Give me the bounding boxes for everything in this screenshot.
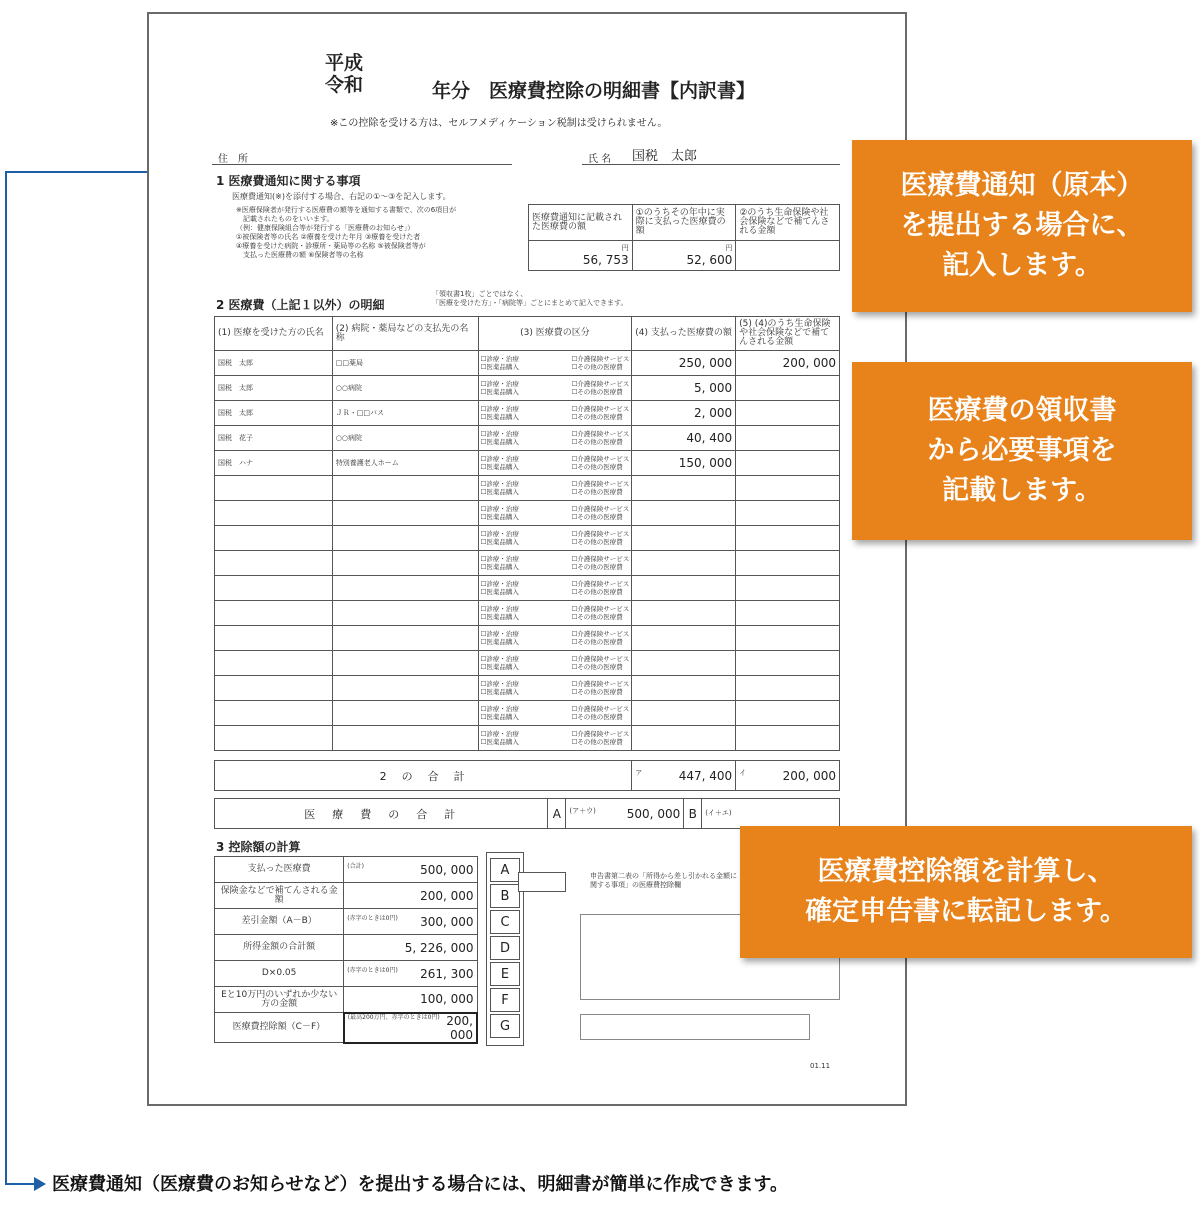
section1-title: 1 医療費通知に関する事項 — [216, 174, 361, 188]
category-cell — [478, 601, 632, 626]
amount-cell — [632, 601, 736, 626]
category-cell — [478, 526, 632, 551]
table-row — [215, 601, 840, 626]
notice-value-3 — [736, 241, 840, 271]
amount-text: 250, 000 — [678, 356, 733, 370]
header-amount: (4) 支払った医療費の額 — [632, 317, 736, 351]
payee-name-cell — [332, 401, 478, 426]
category-check[interactable]: ☐その他の医療費 — [571, 613, 623, 621]
payee-name-cell — [332, 601, 478, 626]
reimbursed-cell — [736, 576, 840, 601]
category-check[interactable]: ☐診療・治療 — [480, 730, 519, 738]
category-cell — [478, 576, 632, 601]
category-check[interactable]: ☐診療・治療 — [480, 405, 519, 413]
category-check[interactable]: ☐診療・治療 — [480, 655, 519, 663]
category-check[interactable]: ☐その他の医療費 — [571, 513, 623, 521]
amount-cell — [632, 626, 736, 651]
calc-label: 差引金額（A－B） — [215, 909, 344, 935]
category-cell — [478, 376, 632, 401]
header-reimbursed: (5) (4)のうち生命保険や社会保険などで補てんされる金額 — [736, 317, 840, 351]
calc-label: 保険金などで補てんされる金額 — [215, 883, 344, 909]
category-check[interactable]: ☐医薬品購入 — [480, 388, 519, 396]
header-category: (3) 医療費の区分 — [478, 317, 632, 351]
amount-cell — [632, 426, 736, 451]
table-row — [215, 426, 840, 451]
calc-value: (赤字のときは0円) 261, 300 — [344, 961, 477, 987]
calc-row — [215, 935, 478, 961]
patient-name-cell — [215, 351, 333, 376]
calc-value: (赤字のときは0円) 300, 000 — [344, 909, 477, 935]
category-check[interactable]: ☐医薬品購入 — [480, 438, 519, 446]
category-check[interactable]: ☐介護保険サービス — [571, 705, 630, 713]
category-check[interactable]: ☐その他の医療費 — [571, 588, 623, 596]
category-check[interactable]: ☐その他の医療費 — [571, 663, 623, 671]
amount-cell — [632, 376, 736, 401]
calc-label: 支払った医療費 — [215, 857, 344, 883]
category-check[interactable]: ☐その他の医療費 — [571, 638, 623, 646]
category-cell — [478, 726, 632, 751]
payee-name-cell — [332, 501, 478, 526]
notice-col-2: ①のうちその年中に実際に支払った医療費の額 — [632, 205, 736, 241]
category-check[interactable]: ☐その他の医療費 — [571, 363, 623, 371]
table-row — [215, 376, 840, 401]
calc-row — [215, 1013, 478, 1043]
patient-name-cell — [215, 501, 333, 526]
payee-name-text: □□薬局 — [335, 359, 364, 367]
category-cell — [478, 701, 632, 726]
category-check[interactable]: ☐その他の医療費 — [571, 713, 623, 721]
section2-total-label: 2 の 合 計 — [215, 761, 632, 791]
section1-desc: 医療費通知(※)を添付する場合、右記の①〜③を記入します。 — [232, 192, 451, 201]
category-check[interactable]: ☐その他の医療費 — [571, 463, 623, 471]
reimbursed-cell — [736, 701, 840, 726]
calc-row — [215, 961, 478, 987]
payee-name-cell — [332, 526, 478, 551]
calc-value: 5, 226, 000 — [344, 935, 477, 961]
callout-receipts: 医療費の領収書 から必要事項を 記載します。 — [852, 362, 1192, 540]
category-check[interactable]: ☐その他の医療費 — [571, 438, 623, 446]
patient-name-text: 国税 太郎 — [218, 409, 253, 417]
payee-name-cell — [332, 451, 478, 476]
category-check[interactable]: ☐医薬品購入 — [480, 638, 519, 646]
category-check[interactable]: ☐その他の医療費 — [571, 563, 623, 571]
payee-name-cell — [332, 576, 478, 601]
reimbursed-cell — [736, 426, 840, 451]
reimbursed-cell — [736, 401, 840, 426]
payee-name-text: 特別養護老人ホーム — [335, 459, 399, 467]
category-check[interactable]: ☐介護保険サービス — [571, 605, 630, 613]
table-row — [215, 401, 840, 426]
reimbursed-cell — [736, 376, 840, 401]
category-check[interactable]: ☐医薬品購入 — [480, 463, 519, 471]
reimbursed-cell — [736, 651, 840, 676]
patient-name-text: 国税 太郎 — [218, 384, 253, 392]
amount-text: 2, 000 — [693, 406, 733, 420]
calc-label: 医療費控除額（C－F） — [215, 1013, 344, 1043]
payee-name-cell — [332, 476, 478, 501]
section2-total-reimbursed: イ 200, 000 — [736, 761, 840, 791]
patient-name-cell — [215, 526, 333, 551]
category-check[interactable]: ☐介護保険サービス — [571, 730, 630, 738]
category-check[interactable]: ☐診療・治療 — [480, 605, 519, 613]
category-cell — [478, 676, 632, 701]
table-row — [215, 576, 840, 601]
table-row — [215, 651, 840, 676]
category-check[interactable]: ☐介護保険サービス — [571, 530, 630, 538]
category-check[interactable]: ☐医薬品購入 — [480, 588, 519, 596]
category-check[interactable]: ☐診療・治療 — [480, 555, 519, 563]
calc-letter: F — [490, 988, 520, 1012]
category-check[interactable]: ☐診療・治療 — [480, 580, 519, 588]
category-check[interactable]: ☐介護保険サービス — [571, 505, 630, 513]
reimbursed-cell — [736, 551, 840, 576]
amount-cell — [632, 526, 736, 551]
grand-total-label: 医 療 費 の 合 計 — [215, 799, 548, 829]
category-check[interactable]: ☐介護保険サービス — [571, 380, 630, 388]
note-line-b: 申告書第二表の「所得から差し引かれる金額に関する事項」の医療費控除欄 — [590, 872, 737, 889]
category-cell — [478, 501, 632, 526]
amount-cell — [632, 701, 736, 726]
amount-cell — [632, 476, 736, 501]
calc-value: 200, 000 — [344, 883, 477, 909]
category-check[interactable]: ☐介護保険サービス — [571, 555, 630, 563]
category-check[interactable]: ☐介護保険サービス — [571, 405, 630, 413]
section1-note: ※医療保険者が発行する医療費の額等を通知する書類で、次の6項目が 記載されたものをいいます。 （例：健康保険組合等が発行する「医療費のお知らせ」） ①被保険者等の氏名 ②療養を受けた年月 ③療養を受けた者 ④療養を受けた病院・診療所・薬局等の名称 ⑤被保険者等が 支払った医療費の額 ⑥保険者等の名称 — [236, 206, 457, 259]
patient-name-text: 国税 ハナ — [218, 459, 253, 467]
amount-text: 5, 000 — [693, 381, 733, 395]
payee-name-cell — [332, 726, 478, 751]
reimbursed-text: 200, 000 — [782, 356, 836, 370]
amount-cell — [632, 451, 736, 476]
category-check[interactable]: ☐その他の医療費 — [571, 388, 623, 396]
category-check[interactable]: ☐診療・治療 — [480, 705, 519, 713]
notice-table — [528, 204, 840, 271]
patient-name-cell — [215, 726, 333, 751]
table-row — [215, 501, 840, 526]
category-check[interactable]: ☐診療・治療 — [480, 355, 519, 363]
patient-name-cell — [215, 426, 333, 451]
expense-detail-table — [214, 316, 840, 751]
category-check[interactable]: ☐医薬品購入 — [480, 488, 519, 496]
amount-cell — [632, 401, 736, 426]
payee-name-cell — [332, 351, 478, 376]
table-row — [215, 676, 840, 701]
patient-name-cell — [215, 376, 333, 401]
category-cell — [478, 651, 632, 676]
category-check[interactable]: ☐その他の医療費 — [571, 738, 623, 746]
category-check[interactable]: ☐介護保険サービス — [571, 655, 630, 663]
amount-text: 40, 400 — [686, 431, 733, 445]
section2-desc: 「領収書1枚」ごとではなく、 「医療を受けた方」・「病院等」ごとにまとめて記入できます。 — [432, 290, 628, 307]
category-cell — [478, 626, 632, 651]
category-check[interactable]: ☐医薬品購入 — [480, 688, 519, 696]
address-label: 住 所 — [218, 154, 248, 165]
table-row — [215, 526, 840, 551]
form-title: 年分 医療費控除の明細書【内訳書】 — [432, 80, 756, 102]
category-check[interactable]: ☐その他の医療費 — [571, 688, 623, 696]
calc-label: D×0.05 — [215, 961, 344, 987]
grand-total-letter-b: B — [684, 799, 702, 829]
header-patient: (1) 医療を受けた方の氏名 — [215, 317, 333, 351]
calc-row — [215, 857, 478, 883]
patient-name-cell — [215, 626, 333, 651]
category-check[interactable]: ☐介護保険サービス — [571, 580, 630, 588]
header-payee: (2) 病院・薬局などの支払先の名称 — [332, 317, 478, 351]
calc-value: (合計) 500, 000 — [344, 857, 477, 883]
category-cell — [478, 426, 632, 451]
reimbursed-cell — [736, 676, 840, 701]
calc-label: Eと10万円のいずれか少ない方の金額 — [215, 987, 344, 1013]
amount-cell — [632, 676, 736, 701]
form-code: 01.11 — [810, 1062, 831, 1070]
payee-name-cell — [332, 676, 478, 701]
reimbursed-cell — [736, 351, 840, 376]
category-check[interactable]: ☐医薬品購入 — [480, 663, 519, 671]
table-row — [215, 476, 840, 501]
calc-letter: C — [490, 910, 520, 934]
category-check[interactable]: ☐その他の医療費 — [571, 488, 623, 496]
calc-value: (最高200万円、赤字のときは0円) 200, 000 — [344, 1013, 477, 1043]
notice-value-1: 円 56, 753 — [529, 241, 633, 271]
category-check[interactable]: ☐医薬品購入 — [480, 513, 519, 521]
notice-col-1: 医療費通知に記載された医療費の額 — [529, 205, 633, 241]
section2-total-amount: ア 447, 400 — [632, 761, 736, 791]
table-row — [215, 451, 840, 476]
table-row — [215, 626, 840, 651]
amount-cell — [632, 651, 736, 676]
category-check[interactable]: ☐診療・治療 — [480, 430, 519, 438]
grand-total-value-b: (イ＋エ) — [702, 799, 840, 829]
category-check[interactable]: ☐診療・治療 — [480, 380, 519, 388]
payee-name-text: ＪＲ・□□バス — [335, 409, 385, 417]
amount-text: 150, 000 — [678, 456, 733, 470]
grand-total-table — [214, 798, 840, 829]
category-check[interactable]: ☐診療・治療 — [480, 680, 519, 688]
era-label: 平成 令和 — [325, 52, 364, 96]
category-check[interactable]: ☐診療・治療 — [480, 455, 519, 463]
category-check[interactable]: ☐介護保険サービス — [571, 680, 630, 688]
category-check[interactable]: ☐診療・治療 — [480, 630, 519, 638]
calc-row — [215, 883, 478, 909]
category-check[interactable]: ☐医薬品購入 — [480, 363, 519, 371]
table-row — [215, 726, 840, 751]
amount-cell — [632, 351, 736, 376]
amount-cell — [632, 576, 736, 601]
calc-row — [215, 987, 478, 1013]
category-cell — [478, 401, 632, 426]
bottom-note: 医療費通知（医療費のお知らせなど）を提出する場合には、明細書が簡単に作成できます。 — [52, 1174, 789, 1195]
payee-name-cell — [332, 651, 478, 676]
payee-name-cell — [332, 551, 478, 576]
category-check[interactable]: ☐その他の医療費 — [571, 538, 623, 546]
patient-name-text: 国税 太郎 — [218, 359, 253, 367]
calc-row — [215, 909, 478, 935]
amount-cell — [632, 501, 736, 526]
calc-value: 100, 000 — [344, 987, 477, 1013]
calc-letter: E — [490, 962, 520, 986]
payee-name-cell — [332, 626, 478, 651]
patient-name-cell — [215, 701, 333, 726]
reimbursed-cell — [736, 526, 840, 551]
patient-name-cell — [215, 476, 333, 501]
calc-letter: B — [490, 884, 520, 908]
category-check[interactable]: ☐医薬品購入 — [480, 563, 519, 571]
reimbursed-cell — [736, 601, 840, 626]
patient-name-cell — [215, 451, 333, 476]
patient-name-cell — [215, 551, 333, 576]
form-note: ※この控除を受ける方は、セルフメディケーション税制は受けられません。 — [330, 118, 668, 129]
grand-total-value-a: (ア＋ウ) 500, 000 — [566, 799, 684, 829]
reimbursed-cell — [736, 626, 840, 651]
table-row — [215, 351, 840, 376]
patient-name-cell — [215, 576, 333, 601]
section2-title: 2 医療費（上記１以外）の明細 — [216, 298, 385, 312]
table-row — [215, 551, 840, 576]
patient-name-text: 国税 花子 — [218, 434, 253, 442]
patient-name-cell — [215, 651, 333, 676]
patient-name-cell — [215, 401, 333, 426]
callout-deduction: 医療費控除額を計算し、 確定申告書に転記します。 — [740, 826, 1192, 958]
section2-total-table — [214, 760, 840, 791]
category-check[interactable]: ☐医薬品購入 — [480, 738, 519, 746]
category-check[interactable]: ☐介護保険サービス — [571, 455, 630, 463]
name-value: 国税 太郎 — [632, 149, 698, 164]
notice-value-2: 円 52, 600 — [632, 241, 736, 271]
notice-col-3: ②のうち生命保険や社会保険などで補てんされる金額 — [736, 205, 840, 241]
category-check[interactable]: ☐介護保険サービス — [571, 480, 630, 488]
category-check[interactable]: ☐医薬品購入 — [480, 713, 519, 721]
patient-name-cell — [215, 676, 333, 701]
payee-name-cell — [332, 376, 478, 401]
category-check[interactable]: ☐医薬品購入 — [480, 538, 519, 546]
table-row — [215, 701, 840, 726]
name-label: 氏 名 — [588, 154, 612, 165]
reimbursed-cell — [736, 726, 840, 751]
calc-letter: D — [490, 936, 520, 960]
calc-label: 所得金額の合計額 — [215, 935, 344, 961]
category-cell — [478, 451, 632, 476]
category-check[interactable]: ☐診療・治療 — [480, 480, 519, 488]
category-check[interactable]: ☐医薬品購入 — [480, 613, 519, 621]
payee-name-text: ○○病院 — [335, 434, 363, 442]
deduction-calc-table — [214, 856, 478, 1044]
reimbursed-cell — [736, 451, 840, 476]
calc-letter: G — [490, 1014, 520, 1038]
grand-total-letter-a: A — [548, 799, 566, 829]
category-cell — [478, 351, 632, 376]
section3-title: 3 控除額の計算 — [216, 840, 301, 854]
category-check[interactable]: ☐診療・治療 — [480, 505, 519, 513]
category-cell — [478, 551, 632, 576]
category-check[interactable]: ☐医薬品購入 — [480, 413, 519, 421]
payee-name-cell — [332, 701, 478, 726]
category-check[interactable]: ☐診療・治療 — [480, 530, 519, 538]
patient-name-cell — [215, 601, 333, 626]
category-check[interactable]: ☐その他の医療費 — [571, 413, 623, 421]
category-cell — [478, 476, 632, 501]
payee-name-text: ○○病院 — [335, 384, 363, 392]
reimbursed-cell — [736, 501, 840, 526]
category-check[interactable]: ☐介護保険サービス — [571, 355, 630, 363]
category-check[interactable]: ☐介護保険サービス — [571, 430, 630, 438]
amount-cell — [632, 551, 736, 576]
reimbursed-cell — [736, 476, 840, 501]
payee-name-cell — [332, 426, 478, 451]
callout-medical-notice: 医療費通知（原本） を提出する場合に、 記入します。 — [852, 140, 1192, 312]
amount-cell — [632, 726, 736, 751]
category-check[interactable]: ☐介護保険サービス — [571, 630, 630, 638]
calc-letter: A — [490, 858, 520, 882]
